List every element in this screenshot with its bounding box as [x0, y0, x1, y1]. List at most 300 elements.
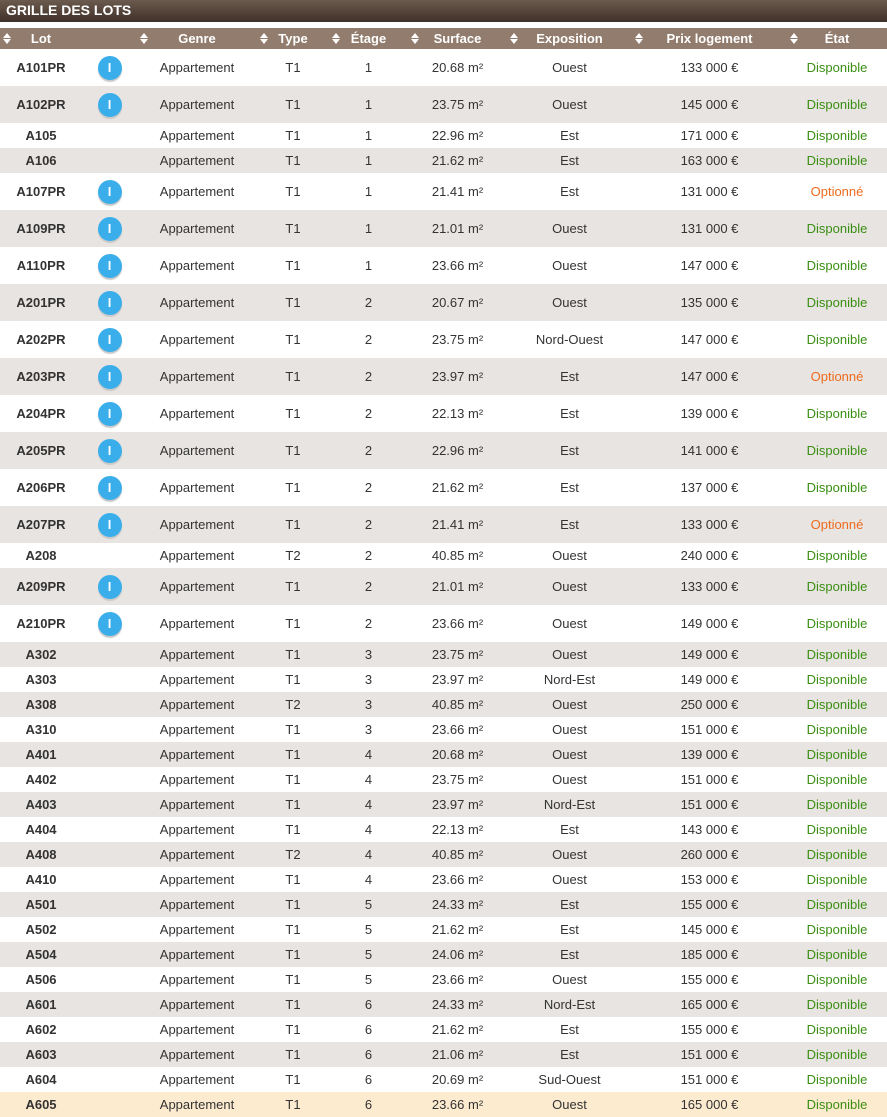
etage-cell: 2 [364, 443, 373, 458]
surface-cell: 23.97 m² [431, 369, 484, 384]
genre-cell: Appartement [159, 97, 235, 112]
column-header-info [82, 28, 137, 49]
table-row[interactable] [0, 148, 887, 173]
etage-cell: 1 [364, 221, 373, 236]
etat-cell: Disponible [806, 616, 868, 631]
type-cell: T1 [285, 797, 301, 812]
type-cell: T1 [285, 184, 301, 199]
lot-cell: A209PR [16, 579, 66, 594]
column-header-type[interactable]: Type [257, 28, 329, 49]
genre-cell: Appartement [159, 153, 235, 168]
table-row[interactable] [0, 358, 887, 395]
surface-cell: 40.85 m² [431, 548, 484, 563]
type-cell: T1 [285, 517, 301, 532]
table-row[interactable] [0, 568, 887, 605]
etat-cell: Disponible [806, 1072, 868, 1087]
table-row[interactable] [0, 321, 887, 358]
info-icon[interactable]: I [98, 612, 122, 636]
type-cell: T1 [285, 369, 301, 384]
column-header-exposition[interactable]: Exposition [507, 28, 632, 49]
surface-cell: 40.85 m² [431, 697, 484, 712]
lot-cell: A404 [25, 822, 57, 837]
info-cell [82, 123, 137, 148]
type-cell: T1 [285, 647, 301, 662]
column-header-genre[interactable]: Genre [137, 28, 257, 49]
lot-cell: A207PR [16, 517, 66, 532]
etage-cell: 3 [364, 722, 373, 737]
column-header-etage[interactable]: Étage [329, 28, 408, 49]
surface-cell: 23.75 m² [431, 97, 484, 112]
etage-cell: 4 [364, 772, 373, 787]
info-icon[interactable]: I [98, 365, 122, 389]
type-cell: T1 [285, 443, 301, 458]
exposition-cell: Est [560, 443, 579, 458]
table-row[interactable] [0, 917, 887, 942]
table-row[interactable] [0, 892, 887, 917]
table-row[interactable] [0, 792, 887, 817]
page-title: GRILLE DES LOTS [0, 0, 887, 22]
surface-cell: 20.68 m² [431, 60, 484, 75]
lot-cell: A303 [25, 672, 57, 687]
etat-cell: Disponible [806, 722, 868, 737]
info-icon[interactable]: I [98, 291, 122, 315]
surface-cell: 24.33 m² [431, 897, 484, 912]
exposition-cell: Est [560, 947, 579, 962]
table-row[interactable] [0, 469, 887, 506]
prix-cell: 149 000 € [680, 672, 739, 687]
type-cell: T1 [285, 722, 301, 737]
exposition-cell: Ouest [552, 579, 587, 594]
lot-cell: A603 [25, 1047, 57, 1062]
info-cell [82, 967, 137, 992]
surface-cell: 20.68 m² [431, 747, 484, 762]
type-cell: T1 [285, 1022, 301, 1037]
info-cell [82, 506, 137, 543]
sort-icon[interactable] [140, 33, 148, 45]
exposition-cell: Ouest [552, 258, 587, 273]
etat-cell: Disponible [806, 647, 868, 662]
prix-cell: 165 000 € [680, 1097, 739, 1112]
surface-cell: 23.75 m² [431, 332, 484, 347]
prix-cell: 250 000 € [680, 697, 739, 712]
table-row[interactable] [0, 942, 887, 967]
info-cell [82, 642, 137, 667]
prix-cell: 151 000 € [680, 1047, 739, 1062]
lot-cell: A506 [25, 972, 57, 987]
table-row[interactable] [0, 432, 887, 469]
etat-cell: Disponible [806, 443, 868, 458]
table-row[interactable] [0, 605, 887, 642]
prix-cell: 260 000 € [680, 847, 739, 862]
genre-cell: Appartement [159, 747, 235, 762]
etage-cell: 2 [364, 517, 373, 532]
table-row[interactable] [0, 173, 887, 210]
surface-cell: 20.69 m² [431, 1072, 484, 1087]
table-row[interactable] [0, 867, 887, 892]
info-icon[interactable]: I [98, 476, 122, 500]
type-cell: T2 [285, 548, 301, 563]
prix-cell: 149 000 € [680, 647, 739, 662]
type-cell: T1 [285, 747, 301, 762]
type-cell: T1 [285, 897, 301, 912]
etat-cell: Disponible [806, 672, 868, 687]
info-cell [82, 767, 137, 792]
sort-icon[interactable] [635, 33, 643, 45]
column-header-prix[interactable]: Prix logement [632, 28, 787, 49]
lot-cell: A601 [25, 997, 57, 1012]
info-icon[interactable]: I [98, 513, 122, 537]
etage-cell: 1 [364, 97, 373, 112]
exposition-cell: Est [560, 128, 579, 143]
info-cell [82, 395, 137, 432]
info-icon[interactable]: I [98, 402, 122, 426]
etat-cell: Disponible [806, 60, 868, 75]
etage-cell: 4 [364, 747, 373, 762]
genre-cell: Appartement [159, 947, 235, 962]
lot-cell: A110PR [16, 258, 66, 273]
genre-cell: Appartement [159, 697, 235, 712]
prix-cell: 153 000 € [680, 872, 739, 887]
surface-cell: 23.97 m² [431, 672, 484, 687]
surface-cell: 21.01 m² [431, 579, 484, 594]
etage-cell: 4 [364, 797, 373, 812]
prix-cell: 151 000 € [680, 722, 739, 737]
sort-icon[interactable] [260, 33, 268, 45]
surface-cell: 23.66 m² [431, 972, 484, 987]
info-cell [82, 568, 137, 605]
table-row[interactable] [0, 642, 887, 667]
type-cell: T1 [285, 1072, 301, 1087]
info-cell [82, 1067, 137, 1092]
type-cell: T1 [285, 947, 301, 962]
table-row[interactable] [0, 284, 887, 321]
etage-cell: 2 [364, 579, 373, 594]
etat-cell: Disponible [806, 822, 868, 837]
genre-cell: Appartement [159, 872, 235, 887]
etat-cell: Disponible [806, 947, 868, 962]
info-cell [82, 892, 137, 917]
info-icon[interactable]: I [98, 439, 122, 463]
exposition-cell: Ouest [552, 722, 587, 737]
surface-cell: 22.13 m² [431, 822, 484, 837]
type-cell: T1 [285, 672, 301, 687]
info-cell [82, 742, 137, 767]
info-cell [82, 284, 137, 321]
lot-cell: A408 [25, 847, 57, 862]
type-cell: T1 [285, 1097, 301, 1112]
sort-icon[interactable] [332, 33, 340, 45]
prix-cell: 141 000 € [680, 443, 739, 458]
exposition-cell: Ouest [552, 697, 587, 712]
prix-cell: 133 000 € [680, 579, 739, 594]
type-cell: T1 [285, 616, 301, 631]
etage-cell: 1 [364, 128, 373, 143]
etat-cell: Disponible [806, 897, 868, 912]
etage-cell: 1 [364, 60, 373, 75]
info-cell [82, 992, 137, 1017]
surface-cell: 24.33 m² [431, 997, 484, 1012]
prix-cell: 151 000 € [680, 772, 739, 787]
surface-cell: 22.96 m² [431, 128, 484, 143]
genre-cell: Appartement [159, 722, 235, 737]
table-row[interactable] [0, 767, 887, 792]
type-cell: T1 [285, 221, 301, 236]
surface-cell: 22.13 m² [431, 406, 484, 421]
surface-cell: 21.62 m² [431, 480, 484, 495]
surface-cell: 23.66 m² [431, 616, 484, 631]
info-cell [82, 210, 137, 247]
etage-cell: 6 [364, 1072, 373, 1087]
surface-cell: 21.06 m² [431, 1047, 484, 1062]
type-cell: T1 [285, 60, 301, 75]
lot-cell: A401 [25, 747, 57, 762]
etat-cell: Disponible [806, 579, 868, 594]
etat-cell: Disponible [806, 1047, 868, 1062]
genre-cell: Appartement [159, 579, 235, 594]
type-cell: T1 [285, 922, 301, 937]
lot-cell: A208 [25, 548, 57, 563]
exposition-cell: Ouest [552, 60, 587, 75]
table-row[interactable] [0, 395, 887, 432]
lot-cell: A210PR [16, 616, 66, 631]
sort-icon[interactable] [411, 33, 419, 45]
prix-cell: 155 000 € [680, 897, 739, 912]
etat-cell: Disponible [806, 128, 868, 143]
exposition-cell: Est [560, 184, 579, 199]
prix-cell: 145 000 € [680, 922, 739, 937]
exposition-cell: Ouest [552, 221, 587, 236]
genre-cell: Appartement [159, 406, 235, 421]
surface-cell: 21.41 m² [431, 184, 484, 199]
table-row[interactable] [0, 1067, 887, 1092]
etage-cell: 4 [364, 822, 373, 837]
etage-cell: 2 [364, 332, 373, 347]
etage-cell: 2 [364, 295, 373, 310]
table-row[interactable] [0, 49, 887, 86]
exposition-cell: Ouest [552, 847, 587, 862]
type-cell: T1 [285, 480, 301, 495]
exposition-cell: Ouest [552, 647, 587, 662]
genre-cell: Appartement [159, 672, 235, 687]
etage-cell: 5 [364, 897, 373, 912]
prix-cell: 165 000 € [680, 997, 739, 1012]
genre-cell: Appartement [159, 1022, 235, 1037]
table-row[interactable] [0, 692, 887, 717]
prix-cell: 240 000 € [680, 548, 739, 563]
table-row[interactable] [0, 123, 887, 148]
exposition-cell: Est [560, 897, 579, 912]
genre-cell: Appartement [159, 897, 235, 912]
info-cell [82, 148, 137, 173]
genre-cell: Appartement [159, 822, 235, 837]
genre-cell: Appartement [159, 258, 235, 273]
prix-cell: 149 000 € [680, 616, 739, 631]
genre-cell: Appartement [159, 295, 235, 310]
table-row[interactable] [0, 742, 887, 767]
info-icon[interactable]: I [98, 575, 122, 599]
etage-cell: 6 [364, 1047, 373, 1062]
etat-cell: Disponible [806, 972, 868, 987]
lot-cell: A201PR [16, 295, 66, 310]
table-row[interactable] [0, 842, 887, 867]
etat-cell: Disponible [806, 697, 868, 712]
info-cell [82, 358, 137, 395]
table-row[interactable] [0, 247, 887, 284]
exposition-cell: Est [560, 153, 579, 168]
etat-cell: Disponible [806, 872, 868, 887]
exposition-cell: Ouest [552, 747, 587, 762]
exposition-cell: Est [560, 406, 579, 421]
surface-cell: 21.62 m² [431, 153, 484, 168]
table-row[interactable] [0, 1092, 887, 1117]
genre-cell: Appartement [159, 128, 235, 143]
info-icon[interactable]: I [98, 180, 122, 204]
info-cell [82, 1092, 137, 1117]
prix-cell: 137 000 € [680, 480, 739, 495]
table-row[interactable] [0, 1042, 887, 1067]
etat-cell: Disponible [806, 480, 868, 495]
info-cell [82, 321, 137, 358]
surface-cell: 23.75 m² [431, 647, 484, 662]
lot-cell: A302 [25, 647, 57, 662]
table-row[interactable] [0, 667, 887, 692]
etage-cell: 1 [364, 184, 373, 199]
etage-cell: 1 [364, 153, 373, 168]
prix-cell: 147 000 € [680, 258, 739, 273]
etat-cell: Disponible [806, 258, 868, 273]
info-cell [82, 842, 137, 867]
info-cell [82, 469, 137, 506]
lot-cell: A504 [25, 947, 57, 962]
etage-cell: 6 [364, 1097, 373, 1112]
genre-cell: Appartement [159, 772, 235, 787]
etat-cell: Disponible [806, 548, 868, 563]
info-icon[interactable]: I [98, 217, 122, 241]
prix-cell: 155 000 € [680, 1022, 739, 1037]
genre-cell: Appartement [159, 922, 235, 937]
type-cell: T1 [285, 295, 301, 310]
column-header-etat[interactable]: État [787, 28, 887, 49]
etage-cell: 3 [364, 647, 373, 662]
table-row[interactable] [0, 817, 887, 842]
prix-cell: 133 000 € [680, 60, 739, 75]
exposition-cell: Nord-Est [543, 997, 596, 1012]
type-cell: T1 [285, 258, 301, 273]
lot-cell: A402 [25, 772, 57, 787]
exposition-cell: Sud-Ouest [538, 1072, 601, 1087]
surface-cell: 23.66 m² [431, 258, 484, 273]
exposition-cell: Ouest [552, 616, 587, 631]
info-cell [82, 432, 137, 469]
type-cell: T1 [285, 153, 301, 168]
exposition-cell: Est [560, 480, 579, 495]
etat-cell: Disponible [806, 772, 868, 787]
type-cell: T1 [285, 406, 301, 421]
etage-cell: 5 [364, 922, 373, 937]
info-cell [82, 49, 137, 86]
prix-cell: 147 000 € [680, 369, 739, 384]
table-row[interactable] [0, 506, 887, 543]
info-icon[interactable]: I [98, 56, 122, 80]
exposition-cell: Ouest [552, 772, 587, 787]
table-row[interactable] [0, 1017, 887, 1042]
lot-cell: A105 [25, 128, 57, 143]
info-icon[interactable]: I [98, 328, 122, 352]
type-cell: T1 [285, 997, 301, 1012]
etage-cell: 2 [364, 616, 373, 631]
type-cell: T1 [285, 128, 301, 143]
lot-cell: A403 [25, 797, 57, 812]
genre-cell: Appartement [159, 221, 235, 236]
info-cell [82, 86, 137, 123]
genre-cell: Appartement [159, 1097, 235, 1112]
info-icon[interactable]: I [98, 254, 122, 278]
prix-cell: 171 000 € [680, 128, 739, 143]
surface-cell: 22.96 m² [431, 443, 484, 458]
exposition-cell: Nord-Est [543, 672, 596, 687]
surface-cell: 21.01 m² [431, 221, 484, 236]
sort-icon[interactable] [790, 33, 798, 45]
exposition-cell: Ouest [552, 1097, 587, 1112]
etat-cell: Disponible [806, 997, 868, 1012]
lot-cell: A109PR [16, 221, 66, 236]
column-header-surface[interactable]: Surface [408, 28, 507, 49]
exposition-cell: Ouest [552, 872, 587, 887]
lot-cell: A203PR [16, 369, 66, 384]
prix-cell: 131 000 € [680, 221, 739, 236]
sort-icon[interactable] [510, 33, 518, 45]
table-row[interactable] [0, 86, 887, 123]
prix-cell: 133 000 € [680, 517, 739, 532]
table-row[interactable] [0, 967, 887, 992]
info-cell [82, 247, 137, 284]
type-cell: T1 [285, 772, 301, 787]
lot-cell: A206PR [16, 480, 66, 495]
sort-icon[interactable] [3, 33, 11, 45]
exposition-cell: Ouest [552, 295, 587, 310]
genre-cell: Appartement [159, 480, 235, 495]
exposition-cell: Ouest [552, 97, 587, 112]
lot-cell: A106 [25, 153, 57, 168]
table-row[interactable] [0, 717, 887, 742]
table-row[interactable] [0, 992, 887, 1017]
info-cell [82, 942, 137, 967]
lot-cell: A102PR [16, 97, 66, 112]
etat-cell: Disponible [806, 1097, 868, 1112]
lot-cell: A605 [25, 1097, 57, 1112]
type-cell: T1 [285, 822, 301, 837]
genre-cell: Appartement [159, 443, 235, 458]
etat-cell: Disponible [806, 295, 868, 310]
etat-cell: Disponible [806, 153, 868, 168]
column-header-lot[interactable]: Lot [0, 28, 82, 49]
info-cell [82, 717, 137, 742]
prix-cell: 145 000 € [680, 97, 739, 112]
genre-cell: Appartement [159, 997, 235, 1012]
table-row[interactable] [0, 210, 887, 247]
exposition-cell: Est [560, 1022, 579, 1037]
type-cell: T1 [285, 332, 301, 347]
type-cell: T2 [285, 697, 301, 712]
info-icon[interactable]: I [98, 93, 122, 117]
exposition-cell: Nord-Est [543, 797, 596, 812]
info-cell [82, 867, 137, 892]
exposition-cell: Est [560, 369, 579, 384]
exposition-cell: Est [560, 1047, 579, 1062]
lot-cell: A604 [25, 1072, 57, 1087]
genre-cell: Appartement [159, 797, 235, 812]
table-row[interactable] [0, 543, 887, 568]
